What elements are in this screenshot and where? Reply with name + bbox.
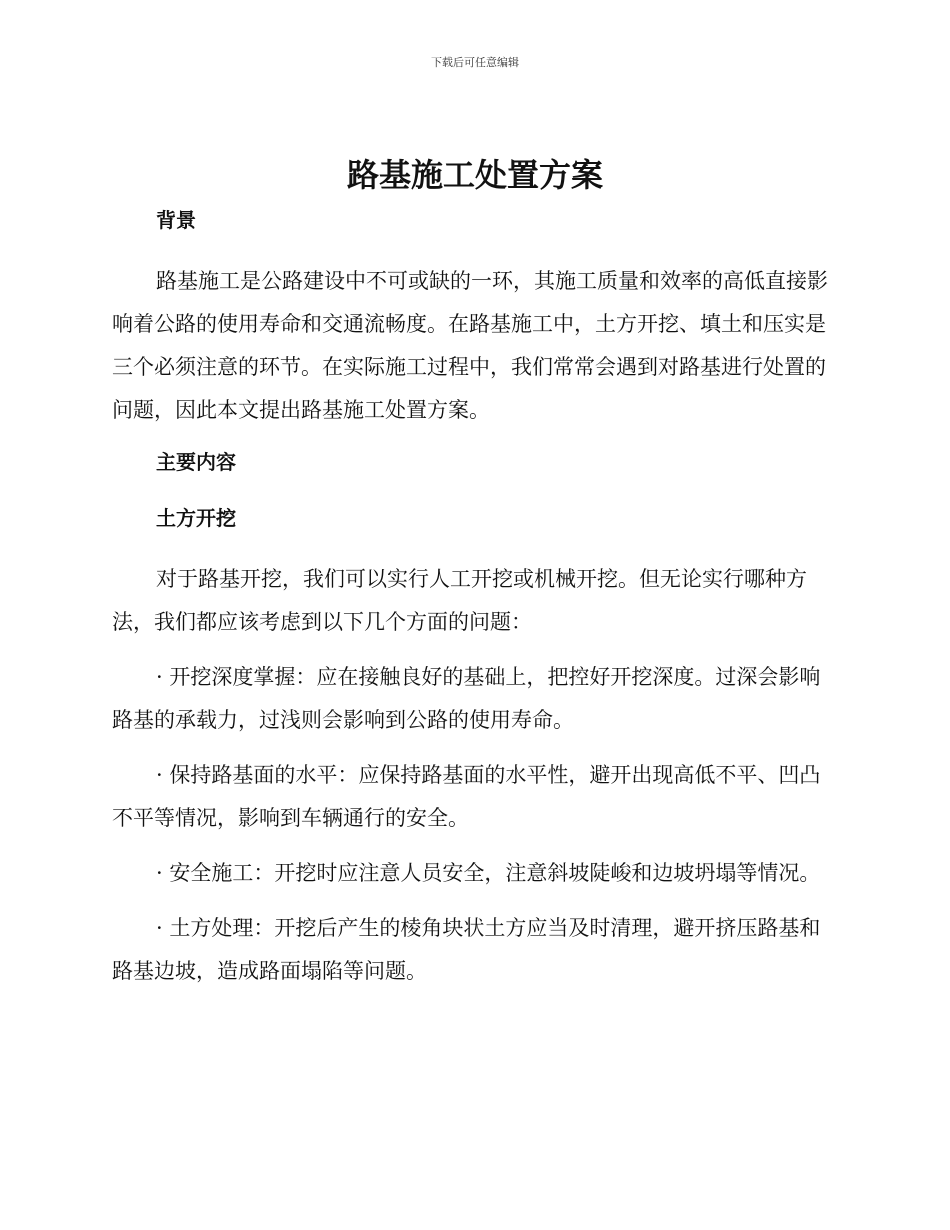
list-item: · 开挖深度掌握：应在接触良好的基础上，把控好开挖深度。过深会影响路基的承载力，过浅则会影响到公路的使用寿命。 bbox=[112, 665, 821, 732]
header-note: 下载后可任意编辑 bbox=[431, 56, 519, 69]
list-item: · 安全施工：开挖时应注意人员安全，注意斜坡陡峻和边坡坍塌等情况。 bbox=[156, 861, 821, 885]
section-heading-background: 背景 bbox=[156, 208, 196, 232]
section-heading-main: 主要内容 bbox=[156, 450, 236, 474]
list-item: · 土方处理：开挖后产生的棱角块状土方应当及时清理，避开挤压路基和路基边坡，造成路面塌陷等问题。 bbox=[112, 916, 821, 983]
list-item: · 保持路基面的水平：应保持路基面的水平性，避开出现高低不平、凹凸不平等情况，影响到车辆通行的安全。 bbox=[112, 763, 821, 830]
section-heading-excavation: 土方开挖 bbox=[156, 506, 236, 530]
document-body bbox=[112, 204, 832, 993]
background-paragraph: 路基施工是公路建设中不可或缺的一环，其施工质量和效率的高低直接影响着公路的使用寿命和交通流畅度。在路基施工中，土方开挖、填土和压实是三个必须注意的环节。在实际施工过程中，我们常常会遇到对路基进行处置的问题，因此本文提出路基施工处置方案。 bbox=[112, 269, 828, 422]
excavation-intro-paragraph: 对于路基开挖，我们可以实行人工开挖或机械开挖。但无论实行哪种方法，我们都应该考虑到以下几个方面的问题： bbox=[112, 567, 807, 634]
document-title: 路基施工处置方案 bbox=[346, 156, 603, 194]
